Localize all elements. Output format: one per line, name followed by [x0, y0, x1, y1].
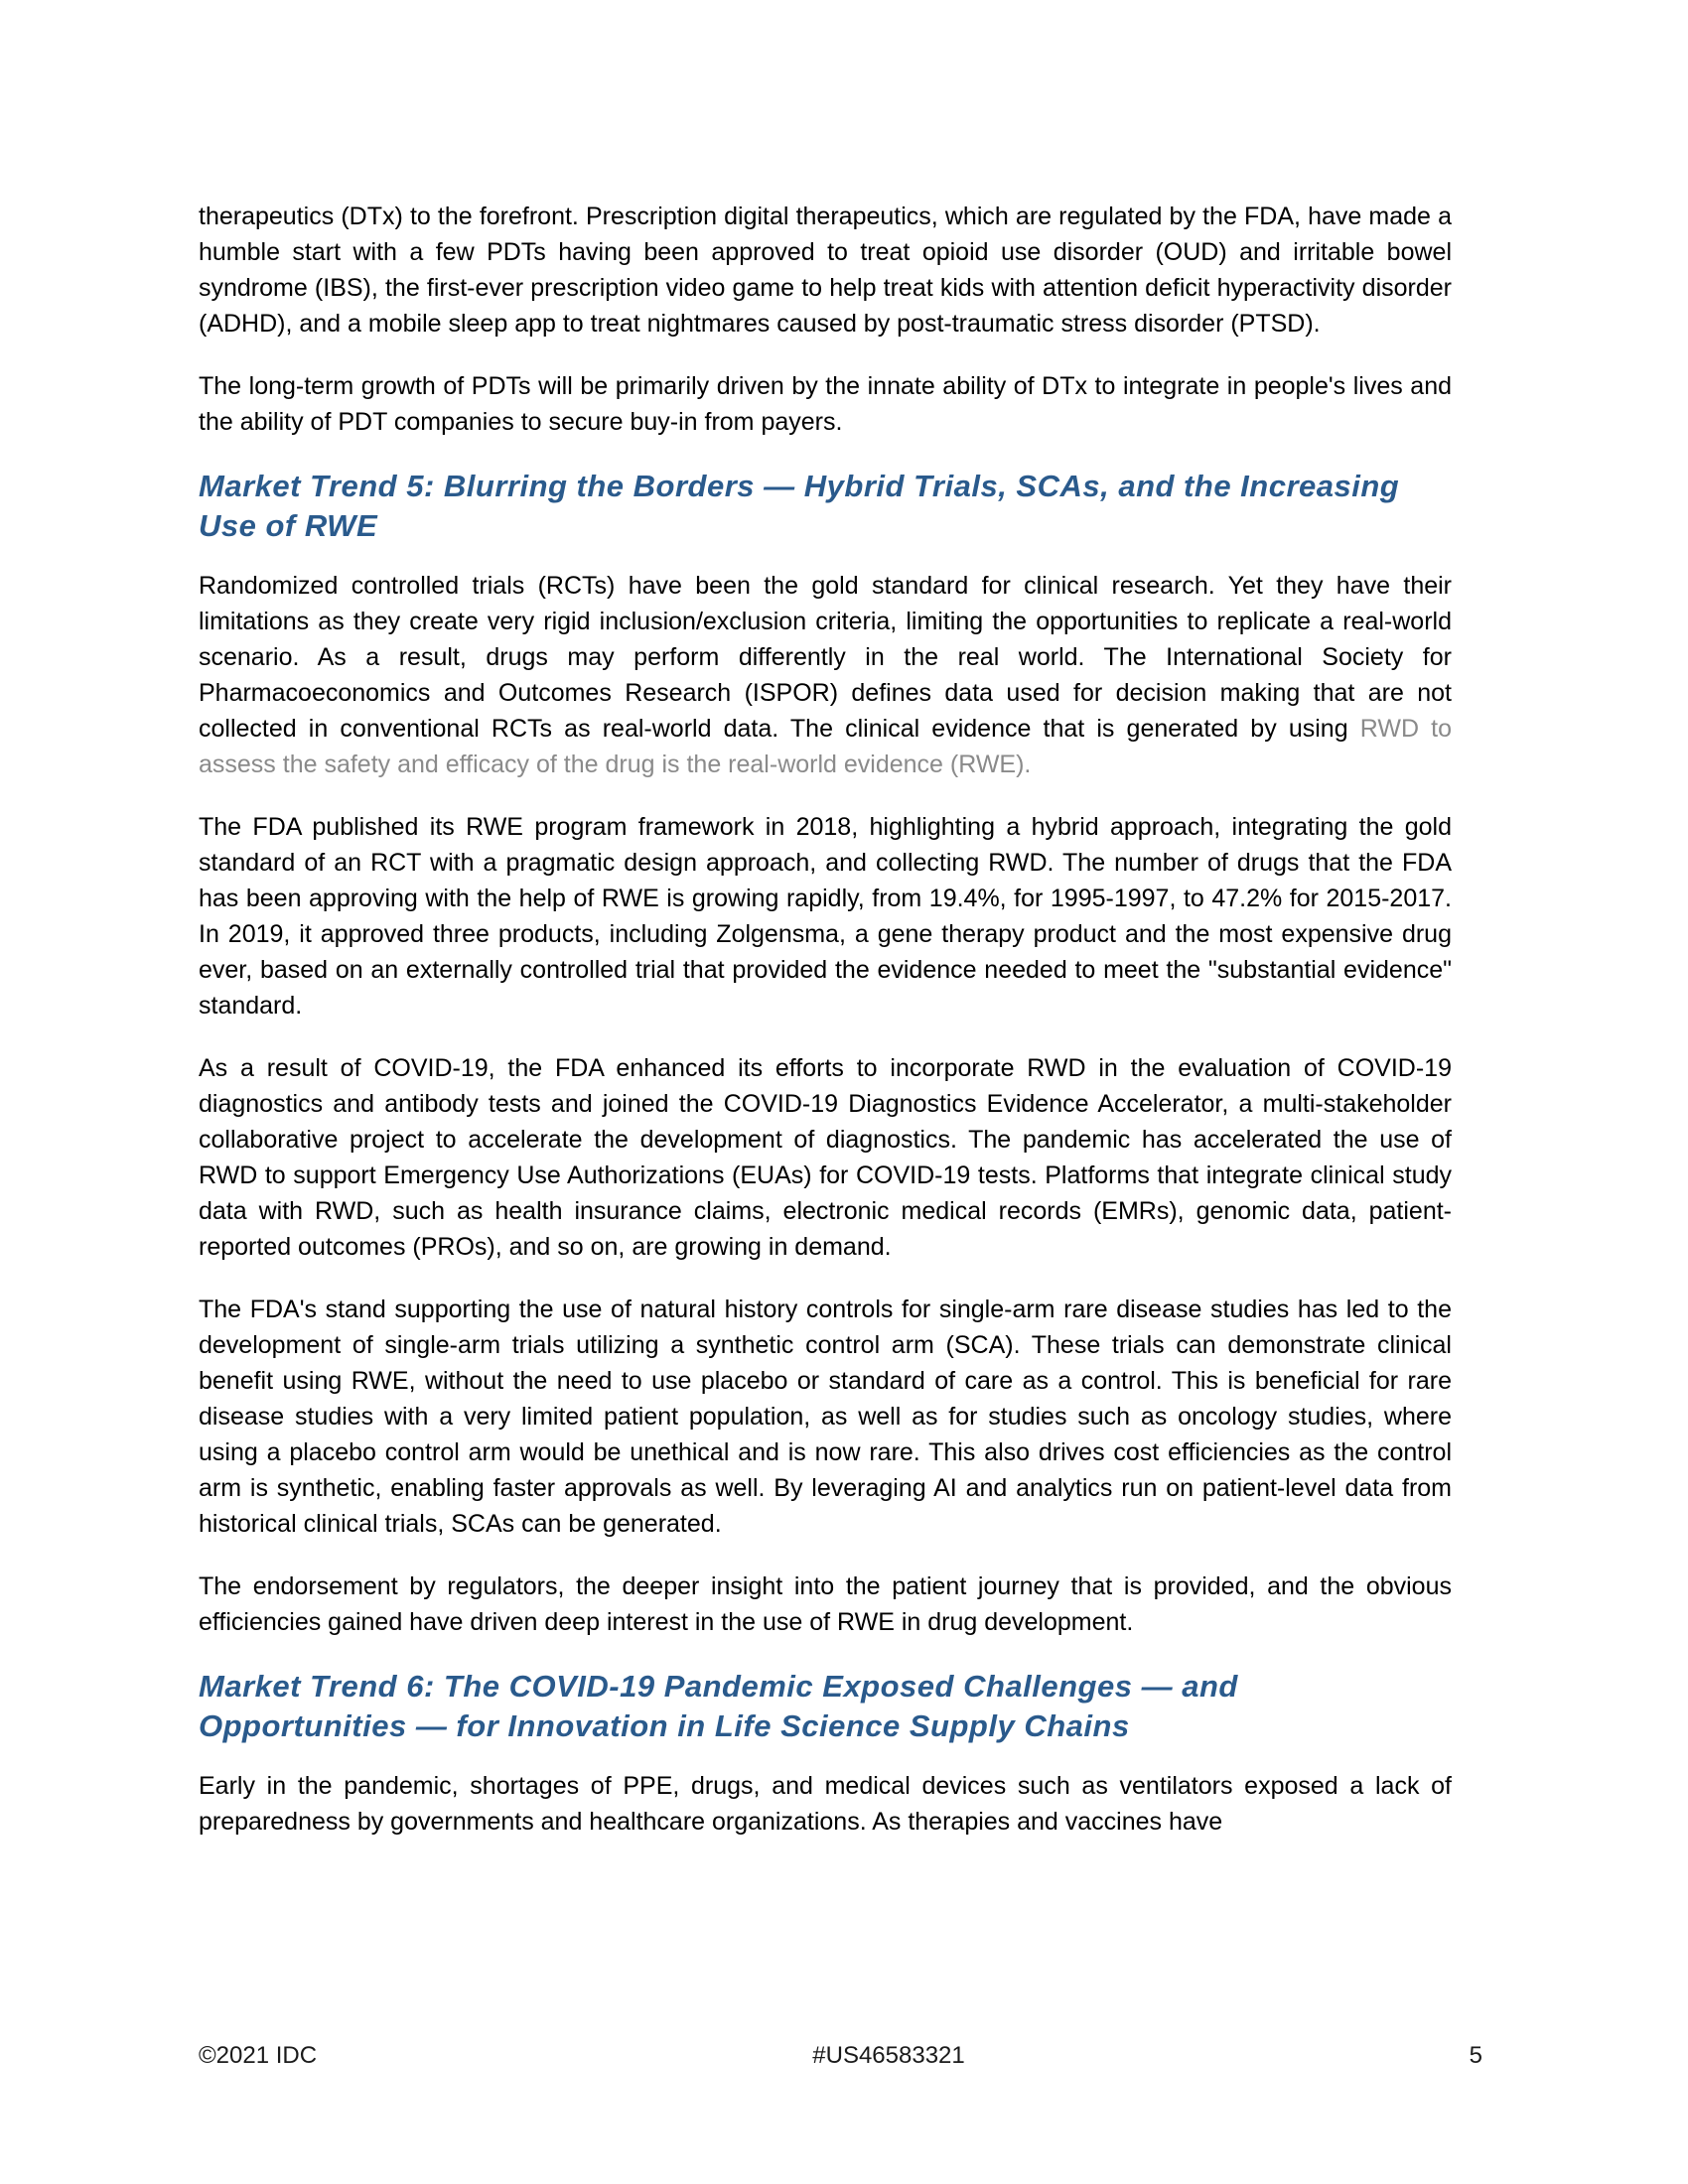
- heading-market-trend-6-line1: Market Trend 6: The COVID-19 Pandemic Exposed Challenges — and: [199, 1669, 1238, 1704]
- heading-market-trend-6-line2: Opportunities — for Innovation in Life Science Supply Chains: [199, 1708, 1130, 1743]
- heading-market-trend-5-line2: Use of RWE: [199, 508, 378, 543]
- heading-market-trend-5: [199, 467, 1452, 546]
- paragraph-rct-rwd-black-text: Randomized controlled trials (RCTs) have been the gold standard for clinical research. Yet they have their limitations as they create very rigid inclusion/exclusion criteria, limiting the opportunities to replicate a real-world scenario. As a result, drugs may perform differently in the real world. The International Society for Pharmacoeconomics and Outcomes Research (ISPOR) defines data used for decision making that are not collected in conventional RCTs as real-world data. The clinical evidence that is generated by using: [199, 572, 1452, 743]
- paragraph-pdt-growth: The long-term growth of PDTs will be primarily driven by the innate ability of DTx to integrate in people's lives and the ability of PDT companies to secure buy-in from payers.: [199, 372, 1452, 436]
- paragraph-rct-rwd: [199, 568, 1452, 782]
- paragraph-supply-chain: Early in the pandemic, shortages of PPE, drugs, and medical devices such as ventilators exposed a lack of preparedness by governments and healthcare organizations. As therapies and vaccines have: [199, 1772, 1452, 1836]
- paragraph-rct-rwd-gray-text: RWD to assess the safety and efficacy of the drug is the real-world evidence (RWE).: [199, 715, 1452, 778]
- paragraph-sca: The FDA's stand supporting the use of natural history controls for single-arm rare disease studies has led to the development of single-arm trials utilizing a synthetic control arm (SCA). These trials can demonstrate clinical benefit using RWE, without the need to use placebo or standard of care as a control. This is beneficial for rare disease studies with a very limited patient population, as well as for studies such as oncology studies, where using a placebo control arm would be unethical and is now rare. This also drives cost efficiencies as the control arm is synthetic, enabling faster approvals as well. By leveraging AI and analytics run on patient-level data from historical clinical trials, SCAs can be generated.: [199, 1296, 1452, 1538]
- footer-document-id: #US46583321: [812, 2042, 965, 2069]
- page-footer: [199, 2041, 1579, 2071]
- heading-market-trend-5-line1: Market Trend 5: Blurring the Borders — Hybrid Trials, SCAs, and the Increasing: [199, 469, 1400, 503]
- paragraph-fda-rwe-framework: The FDA published its RWE program framework in 2018, highlighting a hybrid approach, integrating the gold standard of an RCT with a pragmatic design approach, and collecting RWD. The number of drugs that the FDA has been approving with the help of RWE is growing rapidly, from 19.4%, for 1995-1997, to 47.2% for 2015-2017. In 2019, it approved three products, including Zolgensma, a gene therapy product and the most expensive drug ever, based on an externally controlled trial that provided the evidence needed to meet the "substantial evidence" standard.: [199, 813, 1452, 1020]
- paragraph-covid-rwd: As a result of COVID-19, the FDA enhanced its efforts to incorporate RWD in the evaluation of COVID-19 diagnostics and antibody tests and joined the COVID-19 Diagnostics Evidence Accelerator, a multi-stakeholder collaborative project to accelerate the development of diagnostics. The pandemic has accelerated the use of RWD to support Emergency Use Authorizations (EUAs) for COVID-19 tests. Platforms that integrate clinical study data with RWD, such as health insurance claims, electronic medical records (EMRs), genomic data, patient-reported outcomes (PROs), and so on, are growing in demand.: [199, 1054, 1452, 1261]
- heading-market-trend-6: [199, 1667, 1452, 1746]
- page-content: [199, 199, 1452, 1866]
- paragraph-endorsement: The endorsement by regulators, the deeper insight into the patient journey that is provided, and the obvious efficiencies gained have driven deep interest in the use of RWE in drug development.: [199, 1572, 1452, 1636]
- footer-copyright: ©2021 IDC: [199, 2042, 318, 2069]
- paragraph-dtx-continuation: therapeutics (DTx) to the forefront. Prescription digital therapeutics, which are regulated by the FDA, have made a humble start with a few PDTs having been approved to treat opioid use disorder (OUD) and irritable bowel syndrome (IBS), the first-ever prescription video game to help treat kids with attention deficit hyperactivity disorder (ADHD), and a mobile sleep app to treat nightmares caused by post-traumatic stress disorder (PTSD).: [199, 203, 1452, 338]
- footer-page-number: 5: [1469, 2042, 1482, 2069]
